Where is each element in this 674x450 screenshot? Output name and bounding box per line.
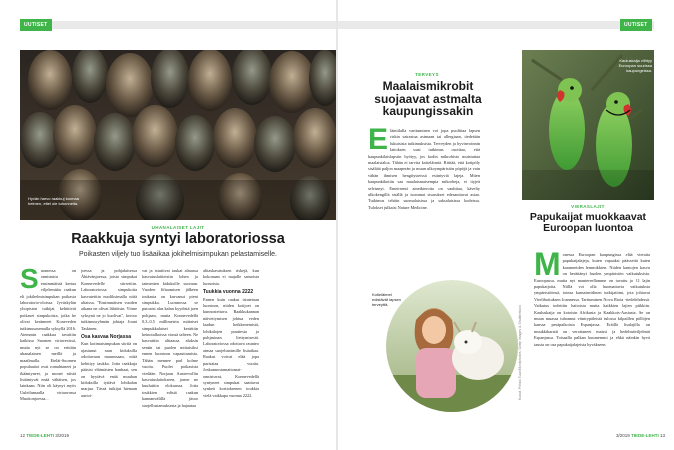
drop-cap: M (534, 252, 561, 282)
section-label: UUTISET (20, 19, 52, 31)
parrot-body-column (534, 252, 650, 428)
subhead: Osa kasvaa Norjassa (81, 334, 132, 341)
child-goat-photo (386, 280, 518, 412)
right-page (338, 0, 674, 450)
folio-right (616, 433, 665, 438)
page-number: 13 (660, 433, 666, 438)
photo-caption: Hyvän harvo raakkuj tuomaa helmen, ettei ole tuhonneita. (28, 196, 79, 206)
photo-credit: Kuvat: Pekka Tuuri/Mostphotos, Getty Images & Shutterstock (518, 305, 522, 400)
section-bar (338, 21, 654, 29)
drop-cap: E (368, 128, 389, 156)
body-text: Kun kotimaisimpukan siirtiä on ajastunut raan kiduksilla odottavaan maanosaan, niitä kehittyy taukka. Jotta raakkuja pääsisi eläimästen hanhaat, sen on hyytävä enää muuhan kiduksilla tyttävä lohikalan marjua. Tässä tutkijat hienaan aurtoi- (81, 341, 137, 398)
left-page (0, 0, 336, 450)
body-column (368, 128, 480, 271)
article-headline: Raakkuja syntyi laboratoriossa (71, 231, 285, 247)
photo-caption: Kauluskaija viihtyy Euroopan suurissa kaupungeissa. (618, 58, 652, 73)
body-text: vat ja istuttivat taukat altaassa kasvatuslaitteisiin lohen ja taimenten kiduksille suoraan. Vuoden liftaamisen jälkeen toukasta on kasvanut pieni simpukka. Luonnossa se putoaisi alas kalan kyydistä joen pohjaan, mutta Konnevedellä 0,3–0,5 millimetrin mittaiset simpukkalaiset kerättiin keinotalkoissa viassä talteen. Ne kasvattiin alttaassa aluksin sentin tai puolen mittaisiksi ennen luontoon vapauttamista. Tähän mennee parl kolme vuotta. Puolet poikasista viedään Norjaan Austervollin kasvatuslaitokseen, jonne ne kuuluttiin elokuussa. Jotta toukkien edistä raakun kannanvälillä jäsoo suojellustamuksesta ja hajautaa (142, 268, 198, 408)
body-column-4 (203, 268, 259, 428)
article-kicker: UHANALAISET LAJIT (151, 225, 205, 230)
parrot-headline: Papukaijat muokkaavat Euroopan luontoa (529, 211, 647, 235)
body-text: Ennen kuin raakut istutetaan luontoon, niiden kotijoet on kunnostettava. Raakkukannan näivettymisen johtua veden laadun heikkenemistä, lohikalojen puuttesta ja pohjasinan liettymisestä. Laboratoriossa odottava raunteo aimaa suojelutoimille lisäaikaa. Raakut voivat elää jopa parisataa vuotta. Joskunnostamattomat-onnistuvat, Konnevedellä syntyneet simpukat saattavat synkeä kortiokrenen toukkia vielä vaikkapa vuonna 2222. (203, 296, 259, 398)
article-deck: Poikasten viljely tuo lisäaikaa jokihelmisimpukan pelastamiselle. (78, 251, 278, 258)
body-text: joessa ja pohjalaisessa Ähtävänjoessa, joista simpukat Konnevedelle siirrettiin. Laboratoriossa simpukoita kasvatettiin nuoliksimalla niitä altaissa. "Ensimmäisen vuoden aikana ne olivat lähtöisin. Viime syksynä ne jo kuolivat", kertoo tutkimusryhmän johtaja Jouni Taskinen. (81, 268, 137, 331)
body-text: alitaskavatuksen riskejä, kun kokonaan ei majalle samoista luonoista. (203, 268, 259, 286)
photo-caption: Kotieläimet edistävät lapsen terveyttä. (372, 292, 401, 307)
body-column-3 (142, 268, 198, 428)
mussel-photo (20, 50, 336, 220)
magazine-name: TIEDE-LEHTI (26, 433, 55, 438)
article-headline: Maalaismikrobit suojaavat astmalta kaupungissakin (374, 79, 482, 119)
subhead: Tuukkia vuonna 2222 (203, 289, 254, 296)
article-kicker: TERVEYS (415, 72, 439, 77)
section-bar (20, 21, 336, 29)
section-label: UUTISET (620, 19, 652, 31)
body-text: läintilalla varttuminen voi jopa puolittaa lapsen riskin sairastua astmaan tai allergiaan, tiedetään lukuisista tutkimuksista. Terveyden ja hyvinvoinnin laitoksen uusi tutkimus osoittaa, että kaupunkilaislapsiin hyötyy, jos kodin mikrobisto muistuttaa maalaistaloa. Tähän ei tarvita kotieläimiä. Riittää, että kotipöly sisältää paljon maaperän ja muun ulkoympäristön pöpöjä ja vain vähän ihmisen hengitysteissä esiintyviä lajeja. Miten kaupunkikotiin saa maalaismaisempia mikrobeja, ei tiyjeä selvinnyt. Emeirsenti aineikteroita on vauhtiaa, käveliy ulkokengillä sisällä ja isommat sisarukset edesauttavat asiaa. Tutkimus tehtiin suomalaisissa ja saksalaisissa kodeissa. Tulokset julkaisi Nature Medicine. (368, 128, 480, 210)
body-column-1 (20, 268, 76, 428)
page-number: 12 (20, 433, 26, 438)
body-text: onessa Euroopan kaupungissa elää vieraita papukaijalajeja, kuten vapaaksi päässeitä kuten karanneiden lemmikkien. Niiden kantojen kasvu on herättänyt huolen ympäristön vaikutuksista. Euroopassa, mutta nyt mantereellamme on tavattu jo 11 lajin papukaijoita. Niillä voi olla huomattavia vaikutuksia ympäristöönsä, toteaa kansainvälinen tutkijatiimi, jota johtavat Vierlihoituksen Joannessa. Tarttuminen Nova Riota -tiedelehdessä. Vaikutus todettiin haitoista mutta kaikkien lajien piikkiin. Kauluskaija on kotoisin Afrikasta ja Kaakkois-Aasiasta. Se on muun muassa tuhonnut viinirypäleistä tulossa kilpaillen pöllöjen kanssa pesäpaikoista Espanjassa. Eräillä lisalajilla on muukkikaratti on verottaneet maissi ja hedelmäviljelmät Espanjassa. Toisaalla palkan kuumemmi ja ehkä näinkin hyvä tausta on osa papukaijalajeista hyväkseen. (534, 252, 650, 347)
body-column-2 (81, 268, 137, 428)
body-text: uomessa on onnistuttu ensimmäistä kertaa viljelemään raakun eli jokihelmisimpukan poikasia laboratorio-oloissa. Jyväskylän yliopiston tutkijat kehittivät poikaset simpukoista, jotka he olivat keränneet Koneveden tutkimusasemalla syksyllä 2016. Aiemmin raakkua tavattiin kaikissa Suomen virtavesissä, mutta nyt se on erittäin uhanalainen meillä ja maailmalla. Eteläi-Suomen populaatiot ovat romahtaneet ja ikääntyneet, ja monet niistä lisääntyvät enää vähäisen, jos lainkaan. Niin oli käynyt myös Uuleilumaalla virtaavassa Muotionjoessa... (20, 268, 76, 402)
magazine-name: TIEDE-LEHTI (631, 433, 659, 438)
issue-number: 3/2019 (616, 433, 630, 438)
drop-cap: S (20, 268, 39, 294)
issue-number: 3/2019 (55, 433, 70, 438)
folio-left (20, 433, 69, 438)
parrot-kicker: VIERASLAJIT (571, 204, 605, 209)
